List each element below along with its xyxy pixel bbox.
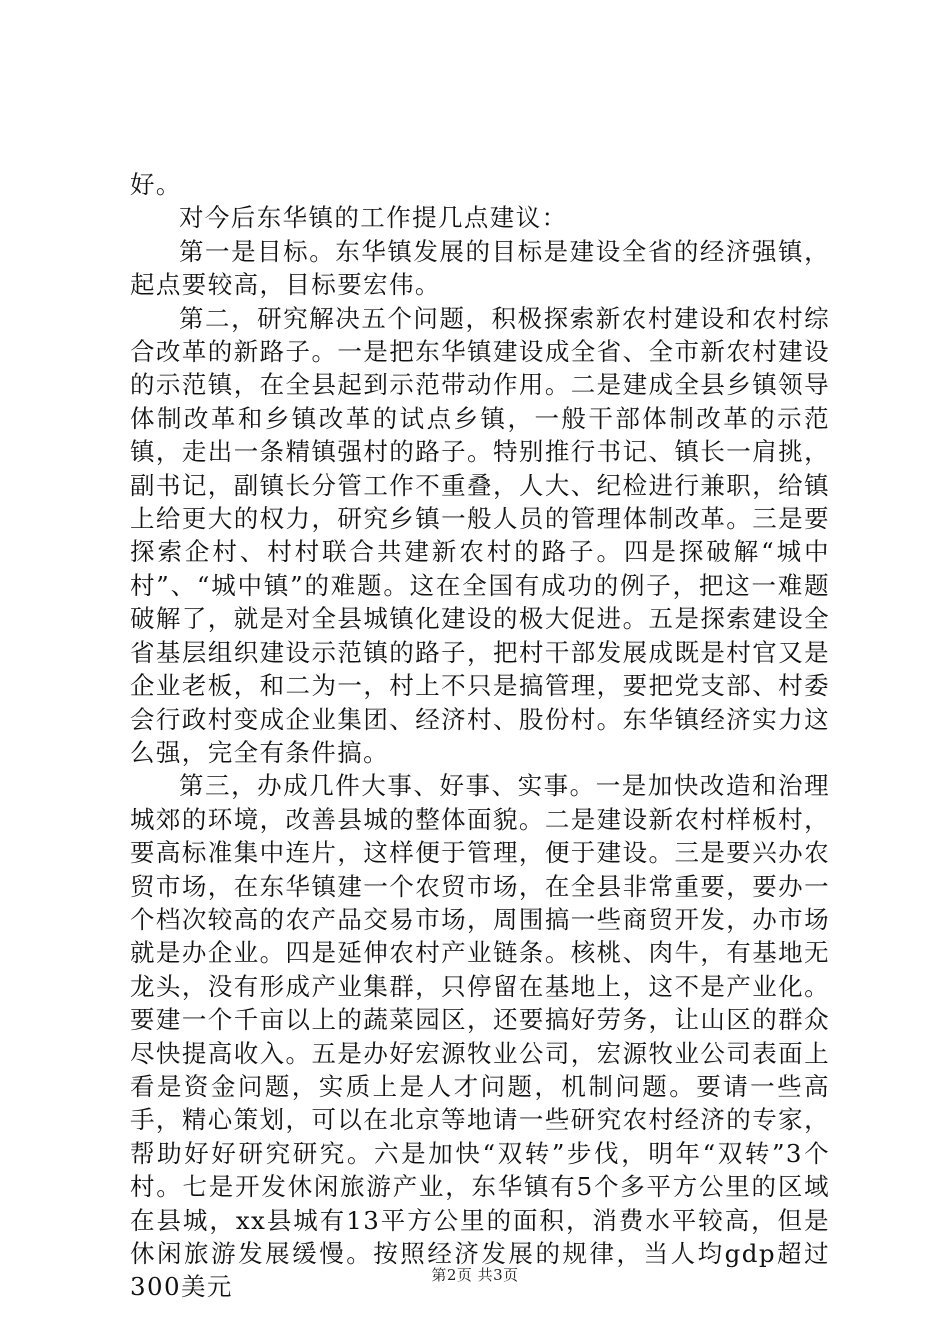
- paragraph-continuation: 好。: [130, 170, 182, 199]
- paragraph-first-goal: 第一是目标。东华镇发展的目标是建设全省的经济强镇，起点要较高，目标要宏伟。: [130, 236, 830, 300]
- document-body: [130, 168, 830, 1304]
- page-footer: 第2页 共3页: [431, 1266, 519, 1284]
- paragraph-second-problems: 第二，研究解决五个问题，积极探索新农村建设和农村综合改革的新路子。一是把东华镇建设成全省、全市新农村建设的示范镇，在全县起到示范带动作用。二是建成全县乡镇领导体制改革和乡镇改革的试点乡镇，一般干部体制改革的示范镇，走出一条精镇强村的路子。特别推行书记、镇长一肩挑，副书记，副镇长分管工作不重叠，人大、纪检进行兼职，给镇上给更大的权力，研究乡镇一般人员的管理体制改革。三是要探索企村、村村联合共建新农村的路子。四是探破解“城中村”、“城中镇”的难题。这在全国有成功的例子，把这一难题破解了，就是对全县城镇化建设的极大促进。五是探索建设全省基层组织建设示范镇的路子，把村干部发展成既是村官又是企业老板，和二为一，村上不只是搞管理，要把党支部、村委会行政村变成企业集团、经济村、股份村。东华镇经济实力这么强，完全有条件搞。: [130, 303, 830, 767]
- paragraph-intro: 对今后东华镇的工作提几点建议：: [179, 203, 568, 233]
- paragraph-third-tasks: 第三，办成几件大事、好事、实事。一是加快改造和治理城郊的环境，改善县城的整体面貌。二是建设新农村样板村，要高标准集中连片，这样便于管理，便于建设。三是要兴办农贸市场，在东华镇建一个农贸市场，在全县非常重要，要办一个档次较高的农产品交易市场，周围搞一些商贸开发，办市场就是办企业。四是延伸农村产业链条。核桃、肉牛，有基地无龙头，没有形成产业集群，只停留在基地上，这不是产业化。要建一个千亩以上的蔬菜园区，还要搞好劳务，让山区的群众尽快提高收入。五是办好宏源牧业公司，宏源牧业公司表面上看是资金问题，实质上是人才问题，机制问题。要请一些高手，精心策划，可以在北京等地请一些研究农村经济的专家，帮助好好研究研究。六是加快“双转”步伐，明年“双转”3个村。七是开发休闲旅游产业，东华镇有5个多平方公里的区域在县城，xx县城有13平方公里的面积，消费水平较高，但是休闲旅游发展缓慢。按照经济发展的规律，当人均gdp超过300美元: [130, 771, 830, 1302]
